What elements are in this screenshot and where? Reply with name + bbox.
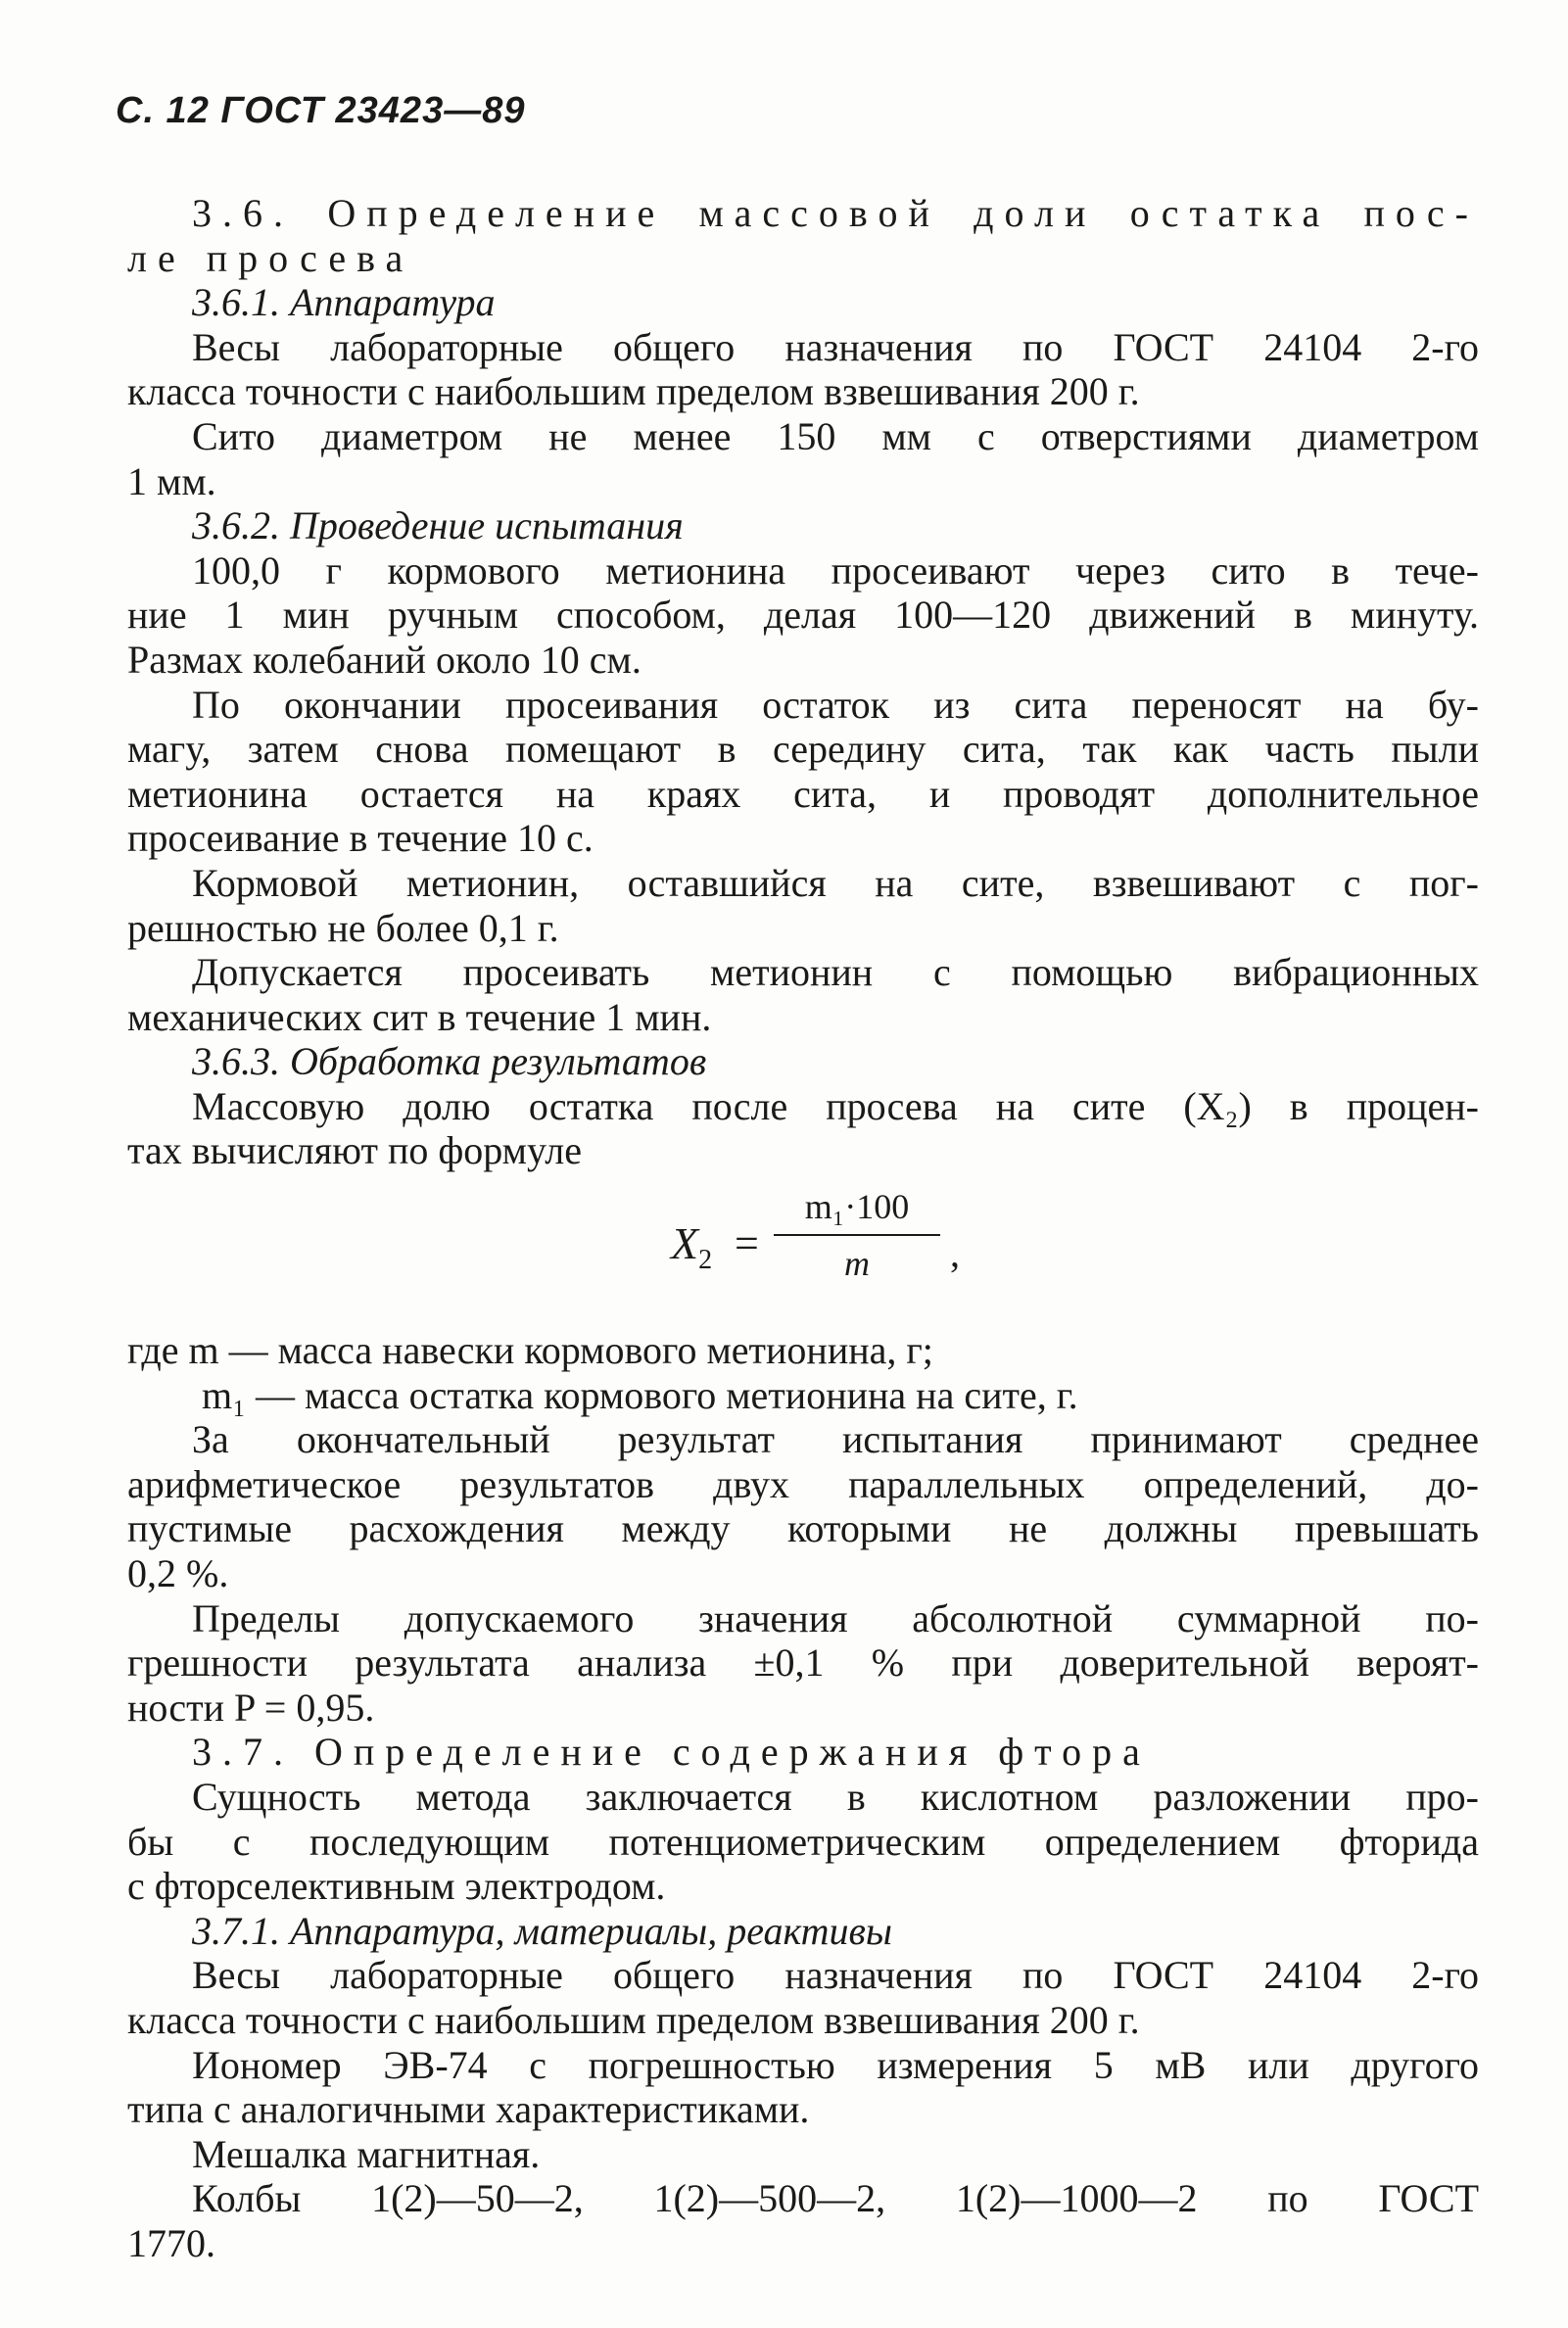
paragraph-line: с фторселективным электродом.: [127, 1864, 666, 1909]
formula-numerator: m₁·100: [774, 1185, 940, 1236]
paragraph-line: Весы лабораторные общего назначения по ГОСТ 24104 2-го: [192, 1953, 1479, 1998]
paragraph-line: Иономер ЭВ-74 с погрешностью измерения 5 мВ или другого: [192, 2042, 1479, 2087]
paragraph-line: Сущность метода заключается в кислотном разложении про-: [192, 1775, 1479, 1819]
paragraph-line: тах вычисляют по формуле: [127, 1128, 582, 1173]
subsection-3-6-2-heading: 3.6.2. Проведение испытания: [192, 503, 684, 548]
formula-trailing-comma: ,: [950, 1231, 960, 1276]
formula-x2: [127, 1177, 1479, 1324]
paragraph-line: ние 1 мин ручным способом, делая 100—120 движений в минуту.: [127, 593, 1479, 638]
subsection-3-6-3-heading: 3.6.3. Обработка результатов: [192, 1039, 707, 1084]
paragraph-line: Колбы 1(2)—50—2, 1(2)—500—2, 1(2)—1000—2 по ГОСТ: [192, 2176, 1479, 2221]
paragraph-line: просеивание в течение 10 с.: [127, 816, 594, 861]
running-header: С. 12 ГОСТ 23423—89: [116, 90, 526, 131]
paragraph-line: Кормовой метионин, оставшийся на сите, взвешивают с пог-: [192, 860, 1479, 905]
paragraph-line: класса точности с наибольшим пределом взвешивания 200 г.: [127, 1997, 1140, 2042]
paragraph-line: 0,2 %.: [127, 1551, 229, 1596]
paragraph-line: магу, затем снова помещают в середину сита, так как часть пыли: [127, 727, 1479, 772]
formula-denominator: m: [844, 1243, 870, 1283]
paragraph-line: метионина остается на краях сита, и проводят дополнительное: [127, 771, 1479, 816]
subsection-3-7-1-heading: 3.7.1. Аппаратура, материалы, реактивы: [192, 1908, 892, 1953]
paragraph-line: Мешалка магнитная.: [192, 2131, 541, 2176]
formula-equals: =: [735, 1219, 759, 1268]
section-3-6-title: 3.6. Определение массовой доли остатка пос-: [192, 191, 1479, 235]
paragraph-line: пустимые расхождения между которыми не должны превышать: [127, 1506, 1479, 1551]
paragraph-line: Массовую долю остатка после просева на сите (X₂) в процен-: [192, 1083, 1479, 1128]
paragraph-line: Сито диаметром не менее 150 мм с отверстиями диаметром: [192, 413, 1479, 458]
formula-lhs-subscript: 2: [698, 1245, 713, 1276]
paragraph-line: класса точности с наибольшим пределом взвешивания 200 г.: [127, 369, 1140, 414]
paragraph-line: механических сит в течение 1 мин.: [127, 994, 712, 1039]
subsection-3-6-1-heading: 3.6.1. Аппаратура: [192, 280, 496, 325]
paragraph-line: 100,0 г кормового метионина просеивают через сито в тече-: [192, 547, 1479, 593]
paragraph-line: Размах колебаний около 10 см.: [127, 637, 641, 682]
paragraph-line: Весы лабораторные общего назначения по ГОСТ 24104 2-го: [192, 324, 1479, 369]
paragraph-line: 1 мм.: [127, 458, 216, 503]
paragraph-line: грешности результата анализа ±0,1 % при доверительной вероят-: [127, 1640, 1479, 1686]
paragraph-line: Допускается просеивать метионин с помощью вибрационных: [192, 950, 1479, 995]
formula-lhs: $X_2$: [671, 1218, 713, 1276]
paragraph-line: решностью не более 0,1 г.: [127, 905, 559, 950]
paragraph-line: ности P = 0,95.: [127, 1685, 375, 1730]
paragraph-line: типа с аналогичными характеристиками.: [127, 2087, 810, 2132]
section-3-6-title-cont: ле просева: [127, 235, 414, 280]
paragraph-line: арифметическое результатов двух параллельных определений, до-: [127, 1461, 1479, 1506]
paragraph-line: По окончании просеивания остаток из сита переносят на бу-: [192, 682, 1479, 727]
paragraph-line: За окончательный результат испытания принимают среднее: [192, 1417, 1479, 1462]
paragraph-line: 1770.: [127, 2220, 215, 2265]
page-body: [127, 191, 1479, 2266]
section-3-7-title: 3.7. Определение содержания фтора: [192, 1730, 1151, 1775]
where-line: где m — масса навески кормового метионина, г;: [127, 1328, 933, 1373]
formula-fraction: [774, 1185, 940, 1286]
paragraph-line: бы с последующим потенциометрическим определением фторида: [127, 1819, 1479, 1864]
where-line: m₁ — масса остатка кормового метионина на сите, г.: [202, 1372, 1078, 1417]
paragraph-line: Пределы допускаемого значения абсолютной суммарной по-: [192, 1595, 1479, 1640]
